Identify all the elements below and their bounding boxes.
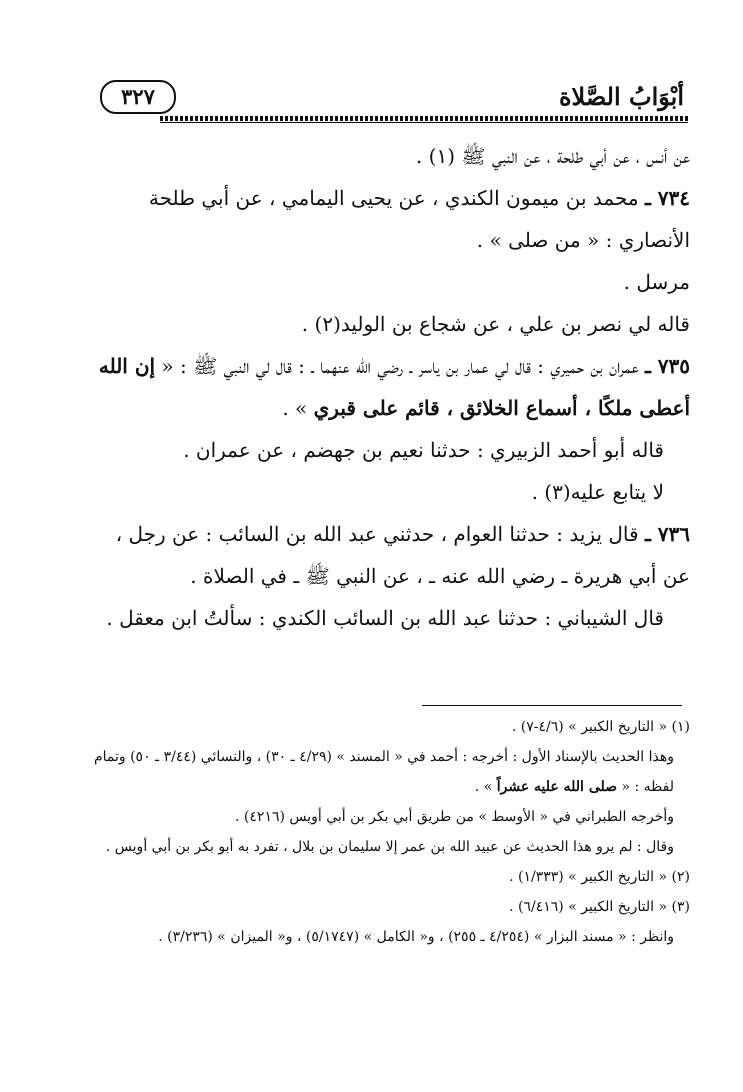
paragraph [92,303,690,345]
header-rule [160,122,688,123]
header-ornament-rule [160,116,688,121]
page-header [96,78,688,124]
footnote-text: (٢) « التاريخ الكبير » (١/٣٣٣) . [509,869,690,885]
paragraph-text: » . [282,396,308,420]
paragraph-text: محمد بن ميمون الكندي ، عن يحيى اليمامي ، عن أبي طلحة الأنصاري : « من صلى » . [148,186,690,252]
paragraph-text: عن أنس ، عن أبي طلحة ، عن النبي ﷺ (١) . [415,144,690,168]
paragraph-text: لا يتابع عليه(٣) . [531,480,664,504]
main-text [92,135,690,639]
hadith-735 [92,345,690,429]
footnote [92,922,690,952]
paragraph-text: قاله أبو أحمد الزبيري : حدثنا نعيم بن جهضم ، عن عمران . [183,438,664,462]
footnote [92,832,690,862]
footnote-text: وأخرجه الطبراني في « الأوسط » من طريق أبي بكر بن أبي أويس (٤٢١٦) . [235,809,674,825]
paragraph [92,471,690,513]
hadith-number: ٧٣٤ ـ [644,186,690,210]
paragraph-text: قال يزيد : حدثنا العوام ، حدثني عبد الله بن السائب : عن رجل ، عن أبي هريرة ـ رضي الله عنه ـ ، عن النبي ﷺ ـ في الصلاة . [115,522,690,588]
footnote-text: (١) « التاريخ الكبير » (٤/٦-٧) . [511,719,690,735]
footnote-text: وانظر : « مسند البزار » (٤/٢٥٤ ـ ٢٥٥) ، و« الكامل » (٥/١٧٤٧) ، و« الميزان » (٣/٢٣٦) . [158,929,674,945]
footnote-text: وقال : لم يرو هذا الحديث عن عبيد الله بن عمر إلا سليمان بن بلال ، تفرد به أبو بكر بن أبي أويس . [105,839,674,855]
footnote-text: (٣) « التاريخ الكبير » (٦/٤١٦) . [509,899,690,915]
paragraph-text: قاله لي نصر بن علي ، عن شجاع بن الوليد(٢) . [301,312,690,336]
paragraph-text: عمران بن حميري : قال لي عمار بن ياسر ـ رضي الله عنهما ـ : قال لي النبي ﷺ : « [161,354,639,378]
paragraph [92,261,690,303]
footnote-text: وهذا الحديث بالإسناد الأول : أخرجه : أحمد في « المسند » (٤/٢٩ ـ ٣٠) ، والنسائي (٣/٤٤ ـ ٥٠) وتمام لفظه : « [93,749,674,795]
hadith-quote: إن الله أعطى ملكًا ، أسماع الخلائق ، قائم على قبري [98,354,690,420]
paragraph [92,135,690,177]
footnote [92,712,690,742]
footnote [92,742,690,802]
footnotes [92,712,690,952]
page-number: ٣٢٧ [100,80,176,114]
hadith-736 [92,513,690,597]
chapter-title: أبْوَابُ الصَّلاة [558,82,684,111]
hadith-number: ٧٣٦ ـ [644,522,690,546]
hadith-number: ٧٣٥ ـ [644,354,690,378]
footnote-quote: صلى الله عليه عشراً [496,779,618,795]
paragraph-text: قال الشيباني : حدثنا عبد الله بن السائب الكندي : سألتُ ابن معقل . [106,606,664,630]
footnote [92,802,690,832]
footnote [92,892,690,922]
footnote [92,862,690,892]
paragraph [92,429,690,471]
hadith-734 [92,177,690,261]
footnote-text: » . [474,779,493,795]
paragraph-text: مرسل . [623,270,690,294]
footnote-separator [422,705,682,706]
paragraph [92,597,690,639]
